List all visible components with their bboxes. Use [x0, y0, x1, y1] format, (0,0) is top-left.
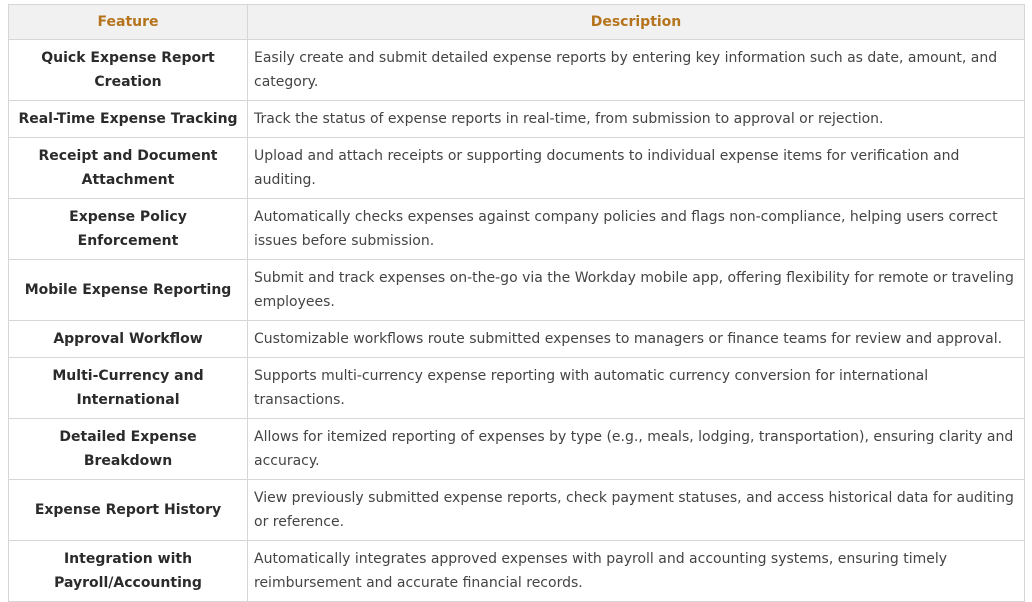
- feature-cell: Mobile Expense Reporting: [9, 260, 248, 321]
- description-cell: Automatically checks expenses against company policies and flags non-compliance, helping users correct issues before submission.: [248, 199, 1025, 260]
- table-body: [9, 40, 1025, 602]
- table-row: [9, 480, 1025, 541]
- description-cell: Supports multi-currency expense reporting with automatic currency conversion for international transactions.: [248, 358, 1025, 419]
- description-cell: Allows for itemized reporting of expenses by type (e.g., meals, lodging, transportation), ensuring clarity and accuracy.: [248, 419, 1025, 480]
- feature-cell: Multi-Currency and International: [9, 358, 248, 419]
- table-row: [9, 358, 1025, 419]
- feature-table: [8, 4, 1025, 602]
- description-cell: Upload and attach receipts or supporting documents to individual expense items for verification and auditing.: [248, 138, 1025, 199]
- feature-cell: Detailed Expense Breakdown: [9, 419, 248, 480]
- table-header: [9, 5, 1025, 40]
- header-row: [9, 5, 1025, 40]
- header-description: Description: [248, 5, 1025, 40]
- feature-cell: Expense Report History: [9, 480, 248, 541]
- description-cell: Easily create and submit detailed expense reports by entering key information such as date, amount, and category.: [248, 40, 1025, 101]
- description-cell: Submit and track expenses on-the-go via the Workday mobile app, offering flexibility for remote or traveling employees.: [248, 260, 1025, 321]
- feature-cell: Integration with Payroll/Accounting: [9, 541, 248, 602]
- description-cell: View previously submitted expense reports, check payment statuses, and access historical data for auditing or reference.: [248, 480, 1025, 541]
- feature-cell: Receipt and Document Attachment: [9, 138, 248, 199]
- table-row: [9, 541, 1025, 602]
- table-row: [9, 260, 1025, 321]
- feature-cell: Approval Workflow: [9, 321, 248, 358]
- feature-cell: Expense Policy Enforcement: [9, 199, 248, 260]
- feature-table-container: [8, 4, 1024, 602]
- feature-cell: Real-Time Expense Tracking: [9, 101, 248, 138]
- description-cell: Customizable workflows route submitted expenses to managers or finance teams for review and approval.: [248, 321, 1025, 358]
- table-row: [9, 101, 1025, 138]
- table-row: [9, 419, 1025, 480]
- table-row: [9, 40, 1025, 101]
- table-row: [9, 138, 1025, 199]
- feature-cell: Quick Expense Report Creation: [9, 40, 248, 101]
- table-row: [9, 321, 1025, 358]
- table-row: [9, 199, 1025, 260]
- header-feature: Feature: [9, 5, 248, 40]
- description-cell: Track the status of expense reports in real-time, from submission to approval or rejection.: [248, 101, 1025, 138]
- description-cell: Automatically integrates approved expenses with payroll and accounting systems, ensuring timely reimbursement and accurate financial records.: [248, 541, 1025, 602]
